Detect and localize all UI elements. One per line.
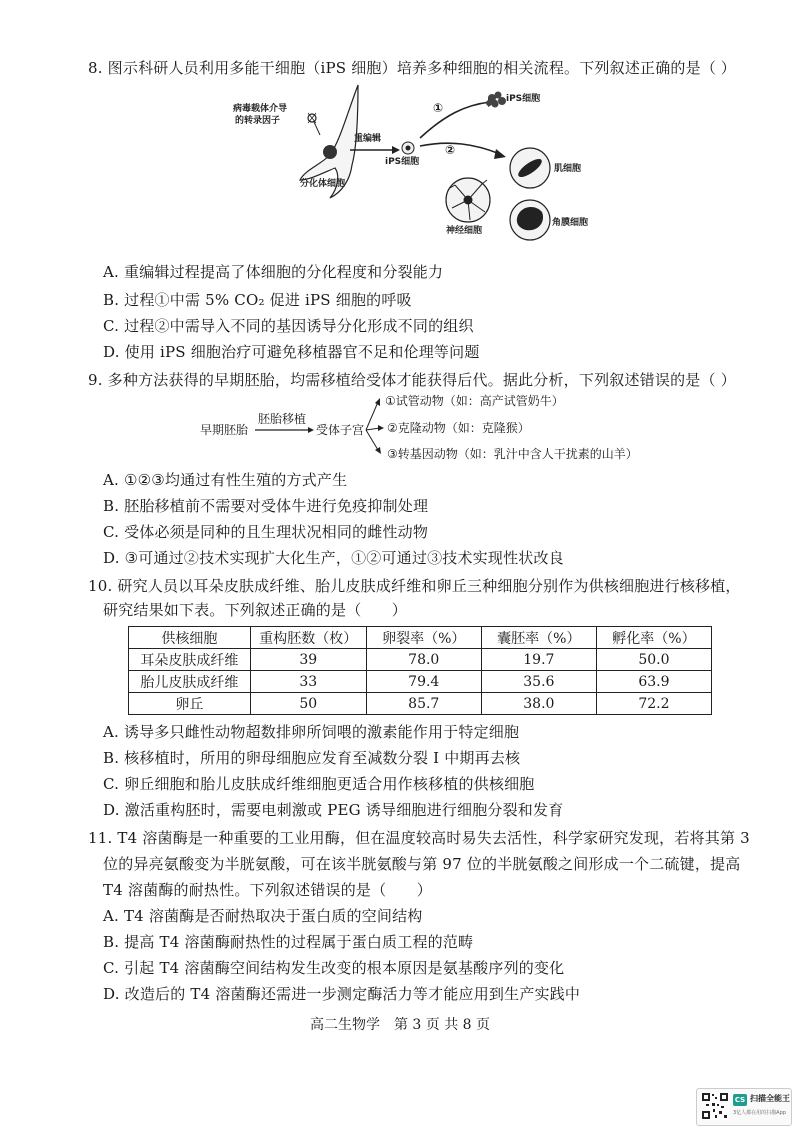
branch2-line (366, 428, 380, 430)
step2-arrow (420, 143, 500, 157)
table-cell: 50.0 (596, 649, 711, 671)
q9-option-b: B. 胚胎移植前不需要对受体牛进行免疫抑制处理 (103, 497, 429, 515)
somatic-cell-label: 分化体细胞 (300, 179, 346, 189)
q10-stem-line1: 10. 研究人员以耳朵皮肤成纤维、胎儿皮肤成纤维和卵丘三种细胞分别作为供核细胞进行核移植， (88, 577, 741, 595)
q8-diagram (230, 80, 610, 245)
q11-option-d: D. 改造后的 T4 溶菌酶还需进一步测定酶活力等才能应用到生产实践中 (103, 985, 581, 1003)
branch1-line (366, 402, 378, 430)
table-cell: 19.7 (481, 649, 596, 671)
somatic-nucleus-icon (323, 145, 337, 159)
col-hatching-rate: 孵化率（%） (596, 627, 711, 649)
col-cleavage-rate: 卵裂率（%） (366, 627, 481, 649)
table-cell: 38.0 (481, 693, 596, 715)
page-footer: 高二生物学 第 3 页 共 8 页 (309, 1017, 491, 1033)
q8-option-d: D. 使用 iPS 细胞治疗可避免移植器官不足和伦理等问题 (103, 343, 480, 361)
nerve-cell-label: 神经细胞 (446, 226, 483, 236)
branch2-label: ②克隆动物（如：克隆猴） (387, 421, 530, 435)
q11-option-c: C. 引起 T4 溶菌酶空间结构发生改变的根本原因是氨基酸序列的变化 (103, 959, 565, 977)
table-cell: 卵丘 (129, 693, 251, 715)
q10-option-a: A. 诱导多只雌性动物超数排卵所饲喂的激素能作用于特定细胞 (103, 723, 520, 741)
branch3-arrowhead (375, 447, 381, 454)
branch1-arrowhead (375, 398, 380, 406)
q9-option-a: A. ①②③均通过有性生殖的方式产生 (103, 471, 348, 489)
table-cell: 胎儿皮肤成纤维 (129, 671, 251, 693)
table-cell: 78.0 (366, 649, 481, 671)
table-row (129, 671, 712, 693)
ips-colony-icon (486, 92, 506, 108)
q9-option-d: D. ③可通过②技术实现扩大化生产，①②可通过③技术实现性状改良 (103, 549, 564, 567)
ips-nucleus-icon (406, 146, 411, 151)
scanner-logo-icon: CS (734, 1096, 746, 1104)
col-embryo-count: 重构胚数（枚） (250, 627, 366, 649)
q8-option-a: A. 重编辑过程提高了体细胞的分化程度和分裂能力 (103, 263, 444, 281)
q11-option-a: A. T4 溶菌酶是否耐热取决于蛋白质的空间结构 (103, 907, 423, 925)
early-embryo-label: 早期胚胎 (200, 423, 249, 437)
embryo-transfer-label: 胚胎移植 (258, 412, 307, 426)
table-cell: 63.9 (596, 671, 711, 693)
ips-cell-label: iPS细胞 (385, 157, 420, 167)
table-cell: 85.7 (366, 693, 481, 715)
q9-paren: ） (720, 371, 736, 389)
table-cell: 79.4 (366, 671, 481, 693)
table-row (129, 649, 712, 671)
q8-option-c: C. 过程②中需导入不同的基因诱导分化形成不同的组织 (103, 317, 474, 335)
table-cell: 50 (250, 693, 366, 715)
q9-stem: 9. 多种方法获得的早期胚胎，均需移植给受体才能获得后代。据此分析，下列叙述错误的是（ ） (88, 371, 736, 389)
table-cell: 35.6 (481, 671, 596, 693)
step2-arrowhead (494, 149, 506, 159)
table-cell: 耳朵皮肤成纤维 (129, 649, 251, 671)
cornea-cell-label: 角膜细胞 (552, 218, 589, 228)
step1-arrow (420, 102, 490, 138)
scanner-badge (696, 1088, 792, 1126)
qr-code-icon (701, 1092, 729, 1120)
ips-colony-label: iPS细胞 (506, 94, 541, 104)
q10-option-c: C. 卵丘细胞和胎儿皮肤成纤维细胞更适合用作核移植的供核细胞 (103, 775, 535, 793)
q11-stem-line2: 位的异亮氨酸变为半胱氨酸，可在该半胱氨酸与第 97 位的半胱氨酸之间形成一个二硫键，提高 (103, 855, 741, 873)
q9-option-c: C. 受体必须是同种的且生理状况相同的雌性动物 (103, 523, 429, 541)
reprogram-arrowhead (392, 146, 400, 154)
table-header-row (129, 627, 712, 649)
q8-paren: ） (720, 59, 736, 77)
q11-stem-line3: T4 溶菌酶的耐热性。下列叙述错误的是（ ） (103, 881, 432, 899)
q10-stem-line2: 研究结果如下表。下列叙述正确的是（ ） (103, 601, 408, 619)
transcription-factor-label: 的转录因子 (235, 116, 281, 126)
scanner-slogan: 3亿人都在用的扫描App (733, 1110, 786, 1116)
transfer-arrowhead (308, 427, 314, 433)
q11-option-b: B. 提高 T4 溶菌酶耐热性的过程属于蛋白质工程的范畴 (103, 933, 474, 951)
q10-option-b: B. 核移植时，所用的卵母细胞应发育至减数分裂 I 中期再去核 (103, 749, 521, 767)
reprogram-label: 重编辑 (354, 134, 382, 144)
virus-pointer-line (314, 122, 320, 135)
step1-label: ① (433, 101, 444, 115)
table-row (129, 693, 712, 715)
q10-option-d: D. 激活重构胚时，需要电刺激或 PEG 诱导细胞进行细胞分裂和发育 (103, 801, 564, 819)
step2-label: ② (445, 143, 456, 157)
col-blastocyst-rate: 囊胚率（%） (481, 627, 596, 649)
table-cell: 33 (250, 671, 366, 693)
scanner-app-name: 扫描全能王 (750, 1094, 790, 1103)
q11-stem-line1: 11. T4 溶菌酶是一种重要的工业用酶，但在温度较高时易失去活性，科学家研究发现，若将其第 3 (88, 829, 750, 847)
branch1-label: ①试管动物（如：高产试管奶牛） (385, 394, 564, 408)
table-cell: 39 (250, 649, 366, 671)
q9-diagram (200, 390, 670, 462)
muscle-cell-label: 肌细胞 (554, 164, 582, 174)
virus-vector-label: 病毒载体介导 (233, 104, 288, 114)
branch3-line (366, 430, 378, 450)
branch2-arrowhead (378, 425, 384, 431)
recipient-uterus-label: 受体子宫 (316, 423, 365, 437)
table-cell: 72.2 (596, 693, 711, 715)
q8-option-b: B. 过程①中需 5% CO₂ 促进 iPS 细胞的呼吸 (103, 291, 412, 309)
col-donor-cell: 供核细胞 (129, 627, 251, 649)
q10-results-table (128, 626, 712, 715)
branch3-label: ③转基因动物（如：乳汁中含人干扰素的山羊） (387, 447, 638, 461)
q8-stem: 8. 图示科研人员利用多能干细胞（iPS 细胞）培养多种细胞的相关流程。下列叙述正确的是（ ） (88, 59, 736, 77)
